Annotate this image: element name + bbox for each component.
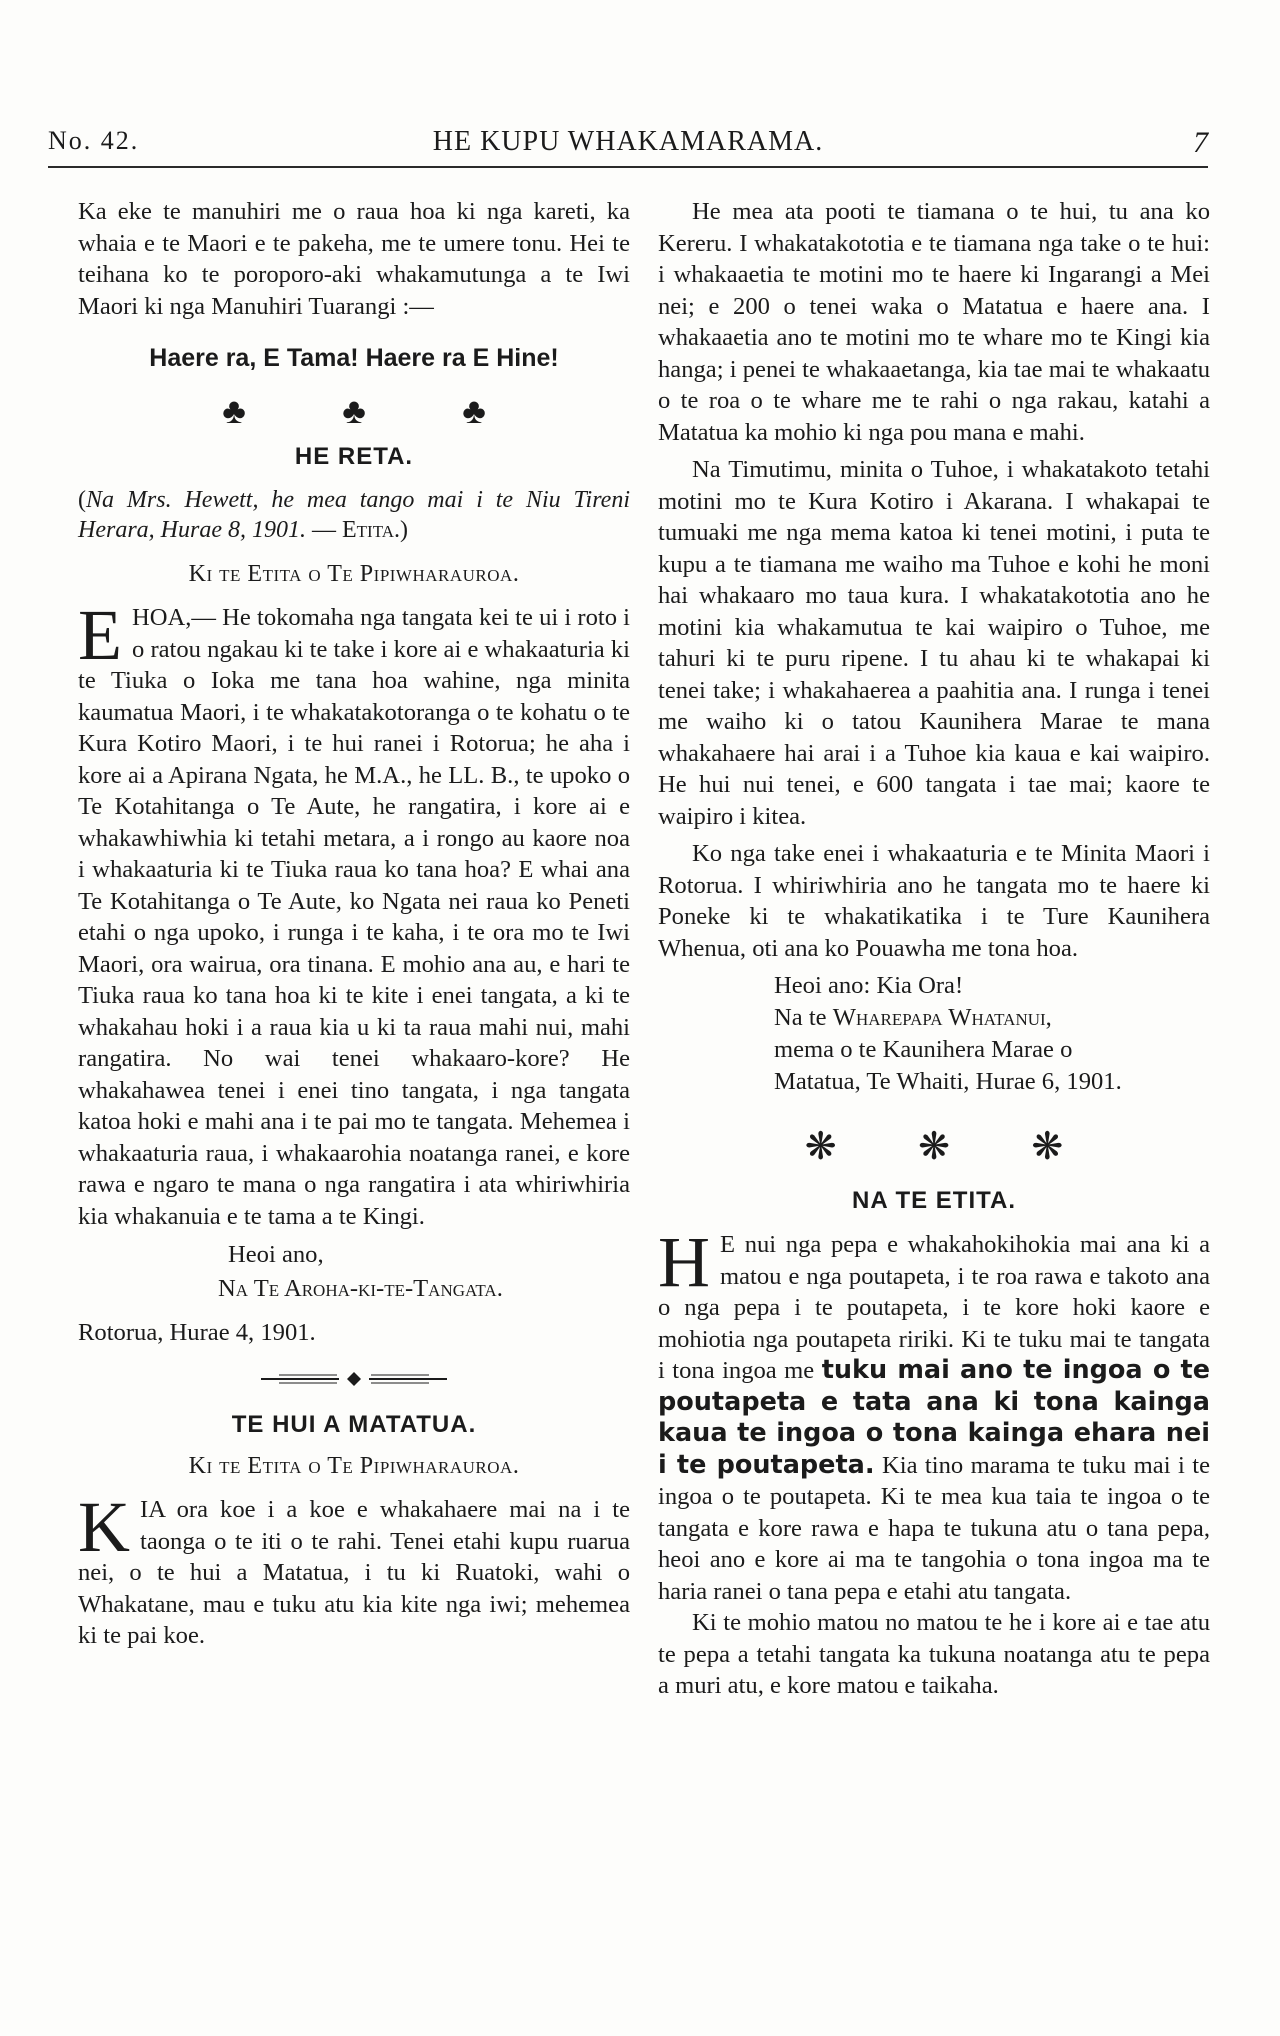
note-close-paren: ) — [400, 517, 409, 543]
note-dash: — — [306, 517, 342, 543]
star-icon: ❋ — [804, 1126, 837, 1168]
letter-text: HOA,— He tokomaha nga tangata kei te ui i roto i o ratou ngakau ki te take i kore ai e whakaaturia ki te Tiuka o Ioka me tana hoa wahine, nga minita kaumatua Maori, i te whakatakotoranga o te kohatu o te Kura Kotiro Maori, i te hui ranei i Rotorua; he aha i kore ai a Apirana Ngata, he M.A., he LL. B., te upoko o Te Kotahitanga o Te Aute, he rangatira, i kore ai e whakawhiwhia ki tetahi metara, a i rongo au kaore noa i whakaaturia ki te Tiuka raua ko tana hoa? E whai ana Te Kotahitanga o Te Aute, ko Ngata nei raua ko Peneti etahi o nga upoko, i runga i te kaha, i te ora mo te Iwi Maori, ora wairua, ora tinana. E mohio ana au, e hari te Tiuka raua ko tana hoa ki te kite i enei tangata, a ki te whakahau hoki i a raua kia u ki ta raua mahi nui, mahi rangatira. No wai tenei whakaaro-kore? He whakahawea tenei i enei tino tangata, i nga tangata katoa hoki e mahi ana i te pai mo te tangata. Mehemea i whakaaturia raua, i whakaarohia noatanga ranei, e kore rawa e ngaro te mana o nga rangatira i ata whiriwhiria kia whakanuia e te tama a te Kingi. — [78, 604, 630, 1230]
editor-notice-text: E nui nga pepa e whakahokihokia mai ana ki a matou e nga poutapeta, i te roa rawa e takoto ana o nga pepa i te poutapeta, i te kore hoki kaore e mohiotia nga poutapeta ririki. Ki te tuku mai te tangata i tona ingoa me — [658, 1231, 1210, 1384]
editor-notice — [658, 1222, 1210, 1607]
signature-author: Wharepapa Whatanui, — [832, 1004, 1052, 1031]
section-heading-hui-matatua: TE HUI A MATATUA. — [231, 1411, 477, 1438]
star-icon: ❋ — [1031, 1126, 1064, 1168]
star-icon: ❋ — [918, 1126, 950, 1168]
star-ornament-row — [764, 1124, 1104, 1169]
issue-number: No. 42. — [48, 126, 140, 155]
signature-name — [774, 1002, 1210, 1034]
farewell-salute: Haere ra, E Tama! Haere ra E Hine! — [149, 344, 559, 372]
rule-ornament-icon — [259, 1370, 449, 1388]
section-heading-editor: NA TE ETITA. — [852, 1187, 1016, 1214]
clover-ornament-row — [174, 391, 534, 431]
clover-icon: ♣ — [342, 391, 366, 431]
ornamental-divider — [78, 1370, 630, 1393]
minister-paragraph: Ko nga take enei i whakaaturia e te Minita Maori i Rotorua. I whiriwhiria ano he tangata mo te haere ki Poneke ki te whakatikatika i te Ture Kaunihera Whenua, oti ana ko Pouawha me tona hoa. — [658, 840, 1210, 962]
drop-cap: E — [78, 595, 122, 675]
signature-place-date: Matatua, Te Whaiti, Hurae 6, 1901. — [774, 1068, 1122, 1095]
note-editor: Etita. — [342, 517, 401, 543]
left-column — [78, 196, 630, 1652]
intro-paragraph: Ka eke te manuhiri me o raua hoa ki nga kareti, ka whaia e te Maori e te pakeha, me te umere tonu. Hei te teihana ko te poroporo-aki whakamutunga a te Iwi Maori ki nga Manuhiri Tuarangi :— — [78, 198, 630, 320]
drop-cap: K — [78, 1487, 130, 1567]
note-open-paren: ( — [78, 487, 86, 513]
letter-closing: Heoi ano, — [228, 1241, 324, 1268]
editor-notice-text-cont: Kia tino marama te tuku mai i te ingoa o te poutapeta. Ki te mea kua taia te ingoa o te tangata e kore rawa e hapa te tukuna atu o tana pepa, heoi ano e kore ai ma te tangohia o tona ingoa ma te haria ranei o tana pepa e etahi atu tangata. — [658, 1451, 1210, 1605]
closing-greeting: Heoi ano: Kia Ora! — [774, 972, 964, 999]
page-header — [48, 126, 1208, 168]
meeting-paragraph: He mea ata pooti te tiamana o te hui, tu ana ko Kereru. I whakatakototia e te tiamana nga take o te hui: i whakaaetia te motini mo te haere ki Ingarangi a Mei nei; e 200 o tenei waka o Matatua e haere ana. I whakaaetia ano te motini mo te whare mo te Kingi kia hanga; i penei te whakaaetanga, kia tae mai te whakaatu o te roa o te whare me te rahi o nga rakau, katahi a Matatua ka mohio ki nga pou mana e mahi. — [658, 198, 1210, 446]
letter-signature: Na Te Aroha-ki-te-Tangata. — [218, 1275, 503, 1302]
section-heading-he-reta: HE RETA. — [294, 443, 414, 470]
editor-closing-paragraph: Ki te mohio matou no matou te he i kore ai e tae atu te pepa a tetahi tangata ka tukuna noatanga atu te pepa a muri atu, e kore matou e taikaha. — [658, 1609, 1210, 1699]
hui-intro-paragraph — [78, 1487, 630, 1652]
page-number: 7 — [1193, 126, 1208, 159]
hui-intro-text: IA ora koe i a koe e whakahaere mai na i te taonga o te iti o te rahi. Tenei etahi kupu ruarua nei, o te hui a Matatua, i tu ki Ruatoki, wahi o Whakatane, mau e tuku atu kia kite nga iwi; mehemea ki te pai koe. — [78, 1496, 630, 1649]
clover-icon: ♣ — [222, 391, 246, 431]
motion-paragraph: Na Timutimu, minita o Tuhoe, i whakatakoto tetahi motini mo te Kura Kotiro i Akarana. I whakapai te tumuaki me nga mema katoa ki tenei motini, i puta te kupu a te tiamana me waiho ma Tuhoe e kohi he moni hai whakaaro mo taua kura. I whakatakototia ano he motini kia whakamutua te kai waipiro o Tuhoe, me tahuri ki te puru ripene. I tu ahau ki te whakapai ki tenei take; i whakahaerea a paahitia ana. I runga i tenei me waiho ki o tatou Kaunihera Marae te mana whakahaere hai arai i a Tuhoe kia kaua e kai waipiro. He hui nui tenei, e 600 tangata i tae mai; kaore te waipiro i kitea. — [658, 456, 1210, 830]
addressed-to-editor: Ki te Etita o Te Pipiwharauroa. — [188, 1453, 520, 1479]
source-note — [78, 485, 630, 545]
clover-icon: ♣ — [462, 391, 486, 431]
signature-role: mema o te Kaunihera Marae o — [774, 1036, 1073, 1063]
drop-cap: H — [658, 1222, 710, 1302]
letter-dateline: Rotorua, Hurae 4, 1901. — [78, 1319, 316, 1346]
addressed-to-editor: Ki te Etita o Te Pipiwharauroa. — [188, 561, 520, 587]
running-title: HE KUPU WHAKAMARAMA. — [432, 126, 824, 157]
signature-prefix: Na te — [774, 1004, 833, 1031]
letter-body — [78, 595, 630, 1232]
right-column — [658, 196, 1210, 1702]
note-text: Na Mrs. Hewett, he mea tango mai i te Niu Tireni Herara, Hurae 8, 1901. — [78, 487, 630, 543]
signature-block — [774, 970, 1210, 1098]
editor-notice-emphasis: tuku mai ano te ingoa o te poutapeta e tata ana ki tona kainga kaua te ingoa o tona kainga ehara nei i te poutapeta. — [658, 1355, 1210, 1480]
